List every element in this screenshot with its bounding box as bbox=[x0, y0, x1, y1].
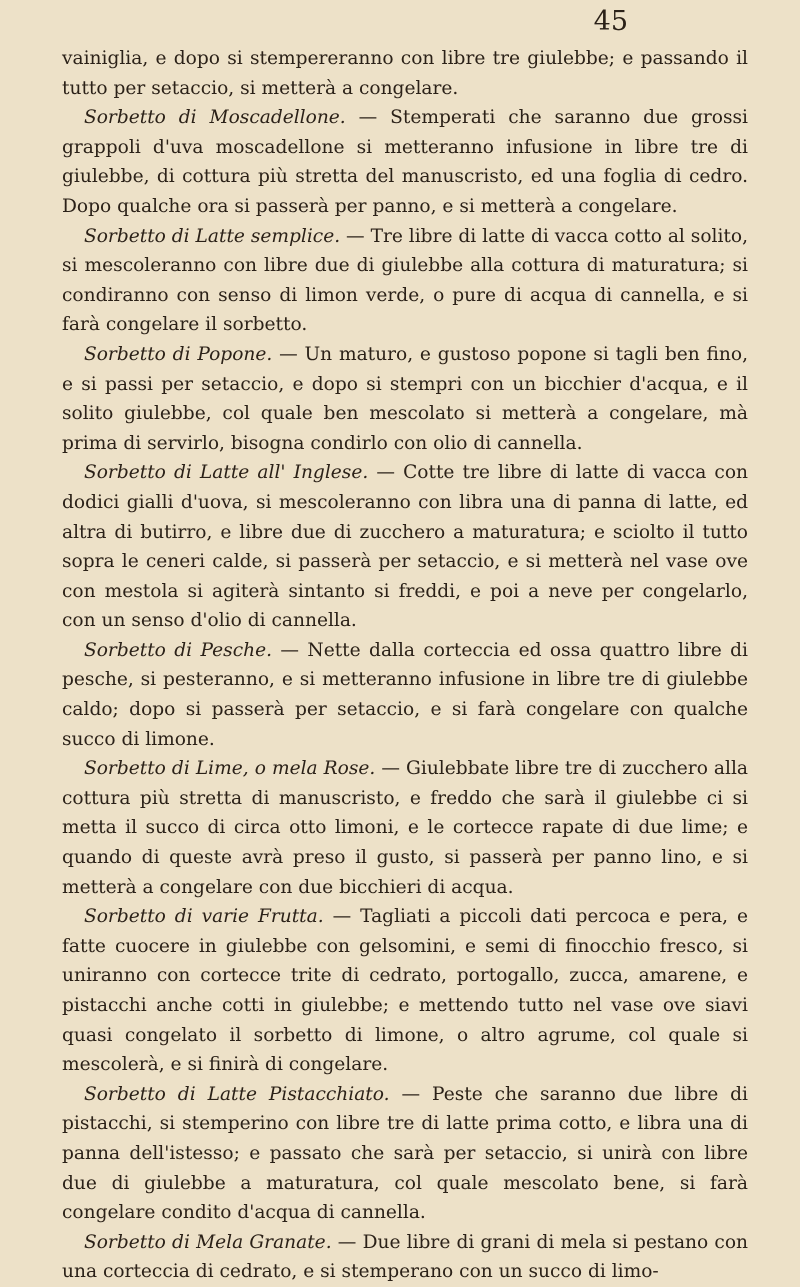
recipe-text: Un maturo, e gustoso popone si tagli ben fino, e si passi per setaccio, e dopo si stempri con un bicchier d'acqua, e il solito giulebbe, col quale ben mescolato si metterà a congelare, mà prima di servirlo, bisogna condirlo con olio di cannella. bbox=[62, 343, 748, 454]
recipe-title: Sorbetto di Lime, o mela Rose. bbox=[84, 758, 376, 780]
recipe-title: Sorbetto di varie Frutta. bbox=[84, 906, 324, 928]
paragraph bbox=[62, 44, 748, 103]
recipe-paragraph: Sorbetto di Latte Pistacchiato. — Peste che saranno due libre di pistacchi, si stemperino con libre tre di latte prima cotto, e libra una di panna dell'istesso; e passato che sarà per setaccio, si unirà con libre due di giulebbe a maturatura, col quale mescolato bene, si farà congelare condito d'acqua di cannella. bbox=[62, 1083, 749, 1224]
recipe-paragraph: Sorbetto di Popone. — Un maturo, e gustoso popone si tagli ben fino, e si passi per setaccio, e dopo si stempri con un bicchier d'acqua, e il solito giulebbe, col quale ben mescolato si metterà a congelare, mà prima di servirlo, bisogna condirlo con olio di cannella. bbox=[62, 343, 748, 454]
recipe-text: Tre libre di latte di vacca cotto al solito, si mescoleranno con libre due di giulebbe alla cottura di maturatura; si condiranno con senso di limon verde, o pure di acqua di cannella, e si farà congelare il sorbetto. bbox=[62, 225, 748, 336]
recipe-paragraph: Sorbetto di Mela Granate. — Due libre di grani di mela si pestano con una corteccia di cedrato, e si stemperano con un succo di limo- bbox=[62, 1231, 748, 1283]
recipe-paragraph: Sorbetto di Latte all' Inglese. — Cotte tre libre di latte di vacca con dodici gialli d'uova, si mescoleranno con libra una di panna di latte, ed altra di butirro, e libre due di zucchero a maturatura; e sciolto il tutto sopra le ceneri calde, si passerà per setaccio, e si metterà nel vase ove con mestola si agiterà sintanto si freddi, e poi a neve per congelarlo, con un senso d'olio di cannella. bbox=[62, 462, 748, 632]
recipe-title: Sorbetto di Popone. bbox=[84, 343, 273, 365]
recipe-paragraph: Sorbetto di Pesche. — Nette dalla corteccia ed ossa quattro libre di pesche, si pesteranno, e si metteranno infusione in libre tre di giulebbe caldo; dopo si passerà per setaccio, e si farà congelare con qualche succo di limone. bbox=[62, 639, 748, 750]
recipe-text: Peste che saranno due libre di pistacchi, si stemperino con libre tre di latte prima cotto, e libra una di panna dell'istesso; e passato che sarà per setaccio, si unirà con libre due di giulebbe a maturatura, col quale mescolato bene, si farà congelare condito d'acqua di cannella. bbox=[62, 1083, 749, 1224]
recipe-text: Giulebbate libre tre di zucchero alla cottura più stretta di manuscristo, e freddo che sarà il giulebbe ci si metta il succo di circa otto limoni, e le cortecce rapate di due lime; e quando di queste avrà preso il gusto, si passerà per panno lino, e si metterà a congelare con due bicchieri di acqua. bbox=[62, 758, 748, 898]
recipe-paragraph: Sorbetto di Latte semplice. — Tre libre di latte di vacca cotto al solito, si mescoleranno con libre due di giulebbe alla cottura di maturatura; si condiranno con senso di limon verde, o pure di acqua di cannella, e si farà congelare il sorbetto. bbox=[62, 225, 748, 336]
recipe-text: Nette dalla corteccia ed ossa quattro libre di pesche, si pesteranno, e si metteranno infusione in libre tre di giulebbe caldo; dopo si passerà per setaccio, e si farà congelare con qualche succo di limone. bbox=[62, 639, 748, 750]
page-number: 45 bbox=[593, 6, 628, 37]
recipe-text: Tagliati a piccoli dati percoca e pera, e fatte cuocere in giulebbe con gelsomini, e semi di finocchio fresco, si uniranno con cortecce trite di cedrato, portogallo, zucca, amarene, e pistacchi anche cotti in giulebbe; e mettendo tutto nel vase ove siavi quasi congelato il sorbetto di limone, o altro agrume, col quale si mescolerà, e si finirà di congelare. bbox=[62, 906, 748, 1076]
page-text bbox=[62, 44, 748, 1287]
recipe-paragraph: Sorbetto di varie Frutta. — Tagliati a piccoli dati percoca e pera, e fatte cuocere in giulebbe con gelsomini, e semi di finocchio fresco, si uniranno con cortecce trite di cedrato, portogallo, zucca, amarene, e pistacchi anche cotti in giulebbe; e mettendo tutto nel vase ove siavi quasi congelato il sorbetto di limone, o altro agrume, col quale si mescolerà, e si finirà di congelare. bbox=[62, 906, 748, 1076]
recipe-title: Sorbetto di Latte semplice. bbox=[84, 225, 341, 247]
recipe-title: Sorbetto di Latte Pistacchiato. bbox=[84, 1083, 390, 1105]
paragraph-text: vainiglia, e dopo si stempereranno con libre tre giulebbe; e passando il tutto per setaccio, si metterà a congelare. bbox=[62, 48, 748, 99]
recipe-title: Sorbetto di Pesche. bbox=[84, 639, 273, 661]
recipe-text: Stemperati che saranno due grossi grappoli d'uva moscadellone si metteranno infusione in libre tre di giulebbe, di cottura più stretta del manuscristo, ed una foglia di cedro. Dopo qualche ora si passerà per panno, e si metterà a congelare. bbox=[62, 107, 749, 217]
recipe-paragraph: Sorbetto di Lime, o mela Rose. — Giulebbate libre tre di zucchero alla cottura più stretta di manuscristo, e freddo che sarà il giulebbe ci si metta il succo di circa otto limoni, e le cortecce rapate di due lime; e quando di queste avrà preso il gusto, si passerà per panno lino, e si metterà a congelare con due bicchieri di acqua. bbox=[62, 758, 748, 898]
recipe-text: Due libre di grani di mela si pestano con una corteccia di cedrato, e si stemperano con un succo di limo- bbox=[62, 1231, 748, 1283]
recipe-text: Cotte tre libre di latte di vacca con dodici gialli d'uova, si mescoleranno con libra una di panna di latte, ed altra di butirro, e libre due di zucchero a maturatura; e sciolto il tutto sopra le ceneri calde, si passerà per setaccio, e si metterà nel vase ove con mestola si agiterà sintanto si freddi, e poi a neve per congelarlo, con un senso d'olio di cannella. bbox=[62, 462, 748, 632]
recipe-paragraph: Sorbetto di Moscadellone. — Stemperati che saranno due grossi grappoli d'uva moscadellone si metteranno infusione in libre tre di giulebbe, di cottura più stretta del manuscristo, ed una foglia di cedro. Dopo qualche ora si passerà per panno, e si metterà a congelare. bbox=[62, 107, 749, 217]
recipe-title: Sorbetto di Mela Granate. bbox=[84, 1231, 332, 1253]
recipe-title: Sorbetto di Moscadellone. bbox=[84, 107, 346, 129]
recipe-title: Sorbetto di Latte all' Inglese. bbox=[84, 462, 369, 484]
